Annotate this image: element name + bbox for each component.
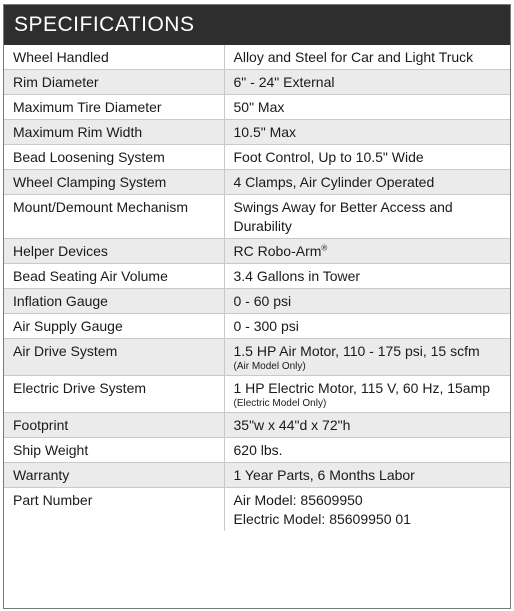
specifications-table (4, 45, 510, 531)
specifications-header: SPECIFICATIONS (4, 5, 510, 45)
spec-value: 10.5" Max (224, 120, 510, 145)
spec-value: 35"w x 44"d x 72"h (224, 413, 510, 438)
spec-label: Bead Loosening System (4, 145, 224, 170)
spec-label: Helper Devices (4, 239, 224, 264)
spec-value: 0 - 60 psi (224, 289, 510, 314)
table-row (4, 463, 510, 488)
spec-label: Air Supply Gauge (4, 314, 224, 339)
table-row (4, 120, 510, 145)
spec-value: Swings Away for Better Access and Durability (224, 195, 510, 239)
spec-value-cell (224, 376, 510, 413)
spec-value: Alloy and Steel for Car and Light Truck (233, 49, 474, 65)
table-row (4, 264, 510, 289)
spec-value: 1 HP Electric Motor, 115 V, 60 Hz, 15amp (233, 380, 491, 396)
registered-mark: ® (321, 243, 328, 253)
spec-value: 0 - 300 psi (224, 314, 510, 339)
table-row (4, 339, 510, 376)
spec-value: 4 Clamps, Air Cylinder Operated (224, 170, 510, 195)
spec-value: 3.4 Gallons in Tower (224, 264, 510, 289)
spec-value: Foot Control, Up to 10.5" Wide (224, 145, 510, 170)
table-row (4, 45, 510, 70)
spec-value-secondary: Electric Model: 85609950 01 (233, 511, 411, 527)
spec-value: 1.5 HP Air Motor, 110 - 175 psi, 15 scfm (233, 343, 480, 359)
spec-value: 620 lbs. (224, 438, 510, 463)
table-row (4, 145, 510, 170)
table-row (4, 95, 510, 120)
spec-label: Bead Seating Air Volume (4, 264, 224, 289)
specifications-table-panel (3, 4, 511, 609)
table-row (4, 239, 510, 264)
spec-value-cell (224, 239, 510, 264)
table-row (4, 314, 510, 339)
spec-note: (Electric Model Only) (233, 398, 327, 409)
spec-label: Rim Diameter (4, 70, 224, 95)
spec-value: 6" - 24" External (224, 70, 510, 95)
spec-label: Footprint (4, 413, 224, 438)
spec-value: Air Model: 85609950 (233, 492, 363, 508)
table-row (4, 170, 510, 195)
spec-value: 1 Year Parts, 6 Months Labor (224, 463, 510, 488)
spec-label: Wheel Clamping System (4, 170, 224, 195)
spec-label: Warranty (4, 463, 224, 488)
spec-label: Air Drive System (4, 339, 224, 376)
spec-label: Ship Weight (4, 438, 224, 463)
table-row (4, 289, 510, 314)
spec-label: Mount/Demount Mechanism (4, 195, 224, 239)
table-row (4, 413, 510, 438)
spec-note: (Air Model Only) (233, 361, 306, 372)
table-row (4, 376, 510, 413)
table-row (4, 195, 510, 239)
spec-value-cell (224, 339, 510, 376)
spec-value: 50" Max (224, 95, 510, 120)
spec-label: Electric Drive System (4, 376, 224, 413)
table-row (4, 488, 510, 532)
spec-label: Maximum Tire Diameter (4, 95, 224, 120)
spec-label: Wheel Handled (4, 45, 224, 70)
table-row (4, 70, 510, 95)
spec-label: Part Number (4, 488, 224, 532)
spec-label: Inflation Gauge (4, 289, 224, 314)
spec-value-cell (224, 488, 510, 532)
table-row (4, 438, 510, 463)
spec-label: Maximum Rim Width (4, 120, 224, 145)
spec-value: RC Robo-Arm (233, 243, 322, 259)
